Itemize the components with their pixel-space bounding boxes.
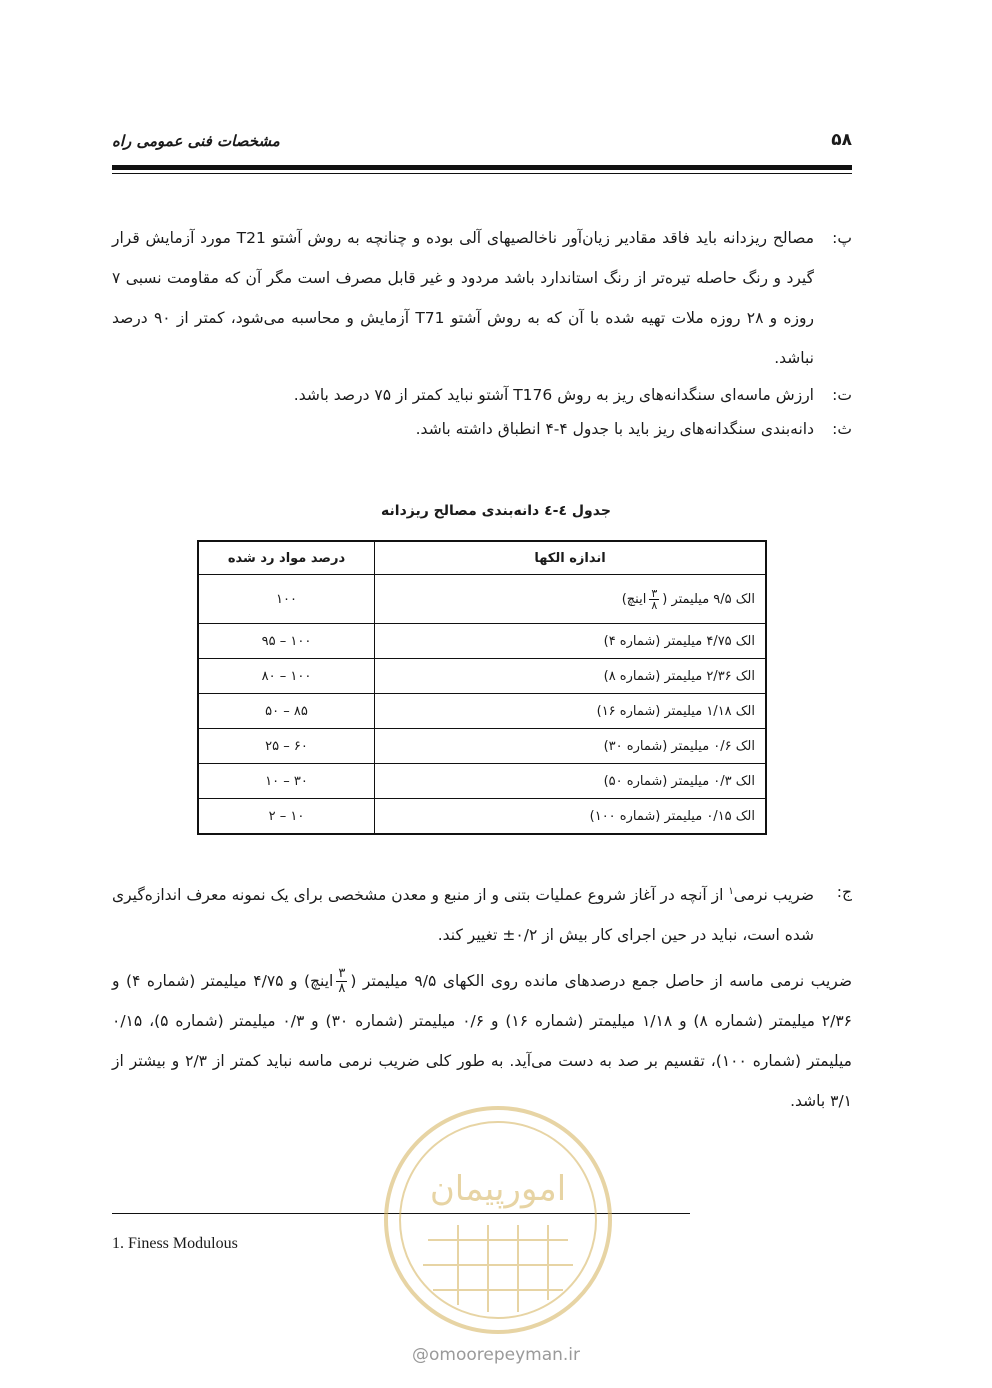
- sieve-size-unit: اینچ): [621, 591, 647, 607]
- percent-cell: ۳۰ – ۱۰: [198, 764, 375, 799]
- body-text: [112, 218, 852, 446]
- fraction: [649, 588, 659, 611]
- header-sieve-size: اندازه الکها: [375, 541, 767, 575]
- running-header-title: مشخصات فنی عمومی راه: [112, 132, 280, 150]
- fraction-numerator: ۳: [651, 586, 658, 600]
- list-item-pe: [112, 218, 852, 378]
- fineness-paragraph: [112, 961, 852, 1121]
- item-text: مصالح ریزدانه باید فاقد مقادیر زیان‌آور ناخالصیهای آلی بوده و چنانچه به روش آشتو T21 مورد آزمایش قرار گیرد و رنگ حاصله تیره‌تر از رنگ استاندارد باشد مردود و غیر قابل مصرف است مگر آن که مقاومت نسبی ۷ روزه و ۲۸ روزه ملات تهیه شده با آن که به روش آشتو T71 آزمایش و محاسبه می‌شود، کمتر از ۹۰ درصد نباشد.: [112, 229, 815, 367]
- para-text-start: ضریب نرمی ماسه از حاصل جمع درصدهای مانده روی الکهای ۹/۵ میلیمتر (: [350, 972, 852, 991]
- sieve-size-cell: الک ۰/۶ میلیمتر (شماره ۳۰): [375, 729, 767, 764]
- table-row: [198, 624, 766, 659]
- fraction: [336, 967, 347, 996]
- item-text: دانه‌بندی سنگدانه‌های ریز باید با جدول ۴-۴ انطباق داشته باشد.: [415, 420, 814, 438]
- table-row: [198, 694, 766, 729]
- table-header-row: [198, 541, 766, 575]
- fraction-denominator: ۸: [651, 598, 658, 612]
- percent-cell: ۱۰۰: [198, 575, 375, 624]
- footnote-ref: ۱: [728, 886, 734, 897]
- table-caption: جدول ٤-٤ دانه‌بندی مصالح ریزدانه: [381, 503, 611, 519]
- item-text: [112, 872, 814, 955]
- page-number: ۵۸: [831, 130, 852, 150]
- watermark-url: @omoorepeyman.ir: [411, 1345, 581, 1365]
- table-row: [198, 659, 766, 694]
- list-item-je: [112, 872, 852, 955]
- item-marker: ج:: [836, 883, 852, 901]
- sieve-size-cell: [375, 575, 767, 624]
- header-percent-passing: درصد مواد رد شده: [198, 541, 375, 575]
- percent-cell: ۱۰۰ – ۸۰: [198, 659, 375, 694]
- table-row: [198, 799, 766, 835]
- table-row: [198, 764, 766, 799]
- lower-section: [112, 872, 852, 1121]
- item-text-start: ضریب نرمی: [733, 886, 814, 905]
- list-item-se: [112, 412, 852, 446]
- watermark-logo: [378, 1100, 618, 1340]
- percent-cell: ۶۰ – ۲۵: [198, 729, 375, 764]
- sieve-size-cell: الک ۱/۱۸ میلیمتر (شماره ۱۶): [375, 694, 767, 729]
- percent-cell: ۱۰ – ۲: [198, 799, 375, 835]
- table-row: [198, 575, 766, 624]
- footnote: 1. Finess Modulous: [112, 1235, 238, 1252]
- sieve-size-cell: الک ۴/۷۵ میلیمتر (شماره ۴): [375, 624, 767, 659]
- header-rule-thick: [112, 165, 852, 170]
- item-marker: ت:: [832, 386, 852, 404]
- para-text-rest: اینچ) و ۴/۷۵ میلیمتر (شماره ۴) و ۲/۳۶ میلیمتر (شماره ۸) و ۱/۱۸ میلیمتر (شماره ۱۶) و ۰/۶ میلیمتر (شماره ۳۰) و ۰/۳ میلیمتر (شماره ۵)، ۰/۱۵ میلیمتر (شماره ۱۰۰)، تقسیم بر صد به دست می‌آید. به طور کلی ضریب نرمی ماسه نباید کمتر از ۲/۳ و بیشتر از ۳/۱ باشد.: [112, 972, 852, 1111]
- header-rule-thin: [112, 173, 852, 174]
- gradation-table: [197, 540, 767, 835]
- item-marker: پ:: [832, 229, 852, 247]
- item-text-rest: از آنچه در آغاز شروع عملیات بتنی و از منبع و معدن مشخصی برای یک نمونه معرف اندازه‌گیری شده است، نباید در حین اجرای کار بیش از ۰/۲± تغییر کند.: [112, 886, 814, 945]
- sieve-size-cell: الک ۰/۱۵ میلیمتر (شماره ۱۰۰): [375, 799, 767, 835]
- percent-cell: ۸۵ – ۵۰: [198, 694, 375, 729]
- watermark-text: امورپیمان: [429, 1169, 567, 1209]
- sieve-size-text: الک ۹/۵ میلیمتر (: [662, 591, 755, 607]
- fraction-numerator: ۳: [338, 966, 346, 982]
- list-item-te: [112, 378, 852, 412]
- sieve-size-cell: الک ۰/۳ میلیمتر (شماره ۵۰): [375, 764, 767, 799]
- percent-cell: ۱۰۰ – ۹۵: [198, 624, 375, 659]
- item-marker: ث:: [832, 420, 852, 438]
- fraction-denominator: ۸: [338, 981, 346, 997]
- item-text: ارزش ماسه‌ای سنگدانه‌های ریز به روش T176 آشتو نباید کمتر از ۷۵ درصد باشد.: [293, 386, 814, 404]
- table-row: [198, 729, 766, 764]
- sieve-size-cell: الک ۲/۳۶ میلیمتر (شماره ۸): [375, 659, 767, 694]
